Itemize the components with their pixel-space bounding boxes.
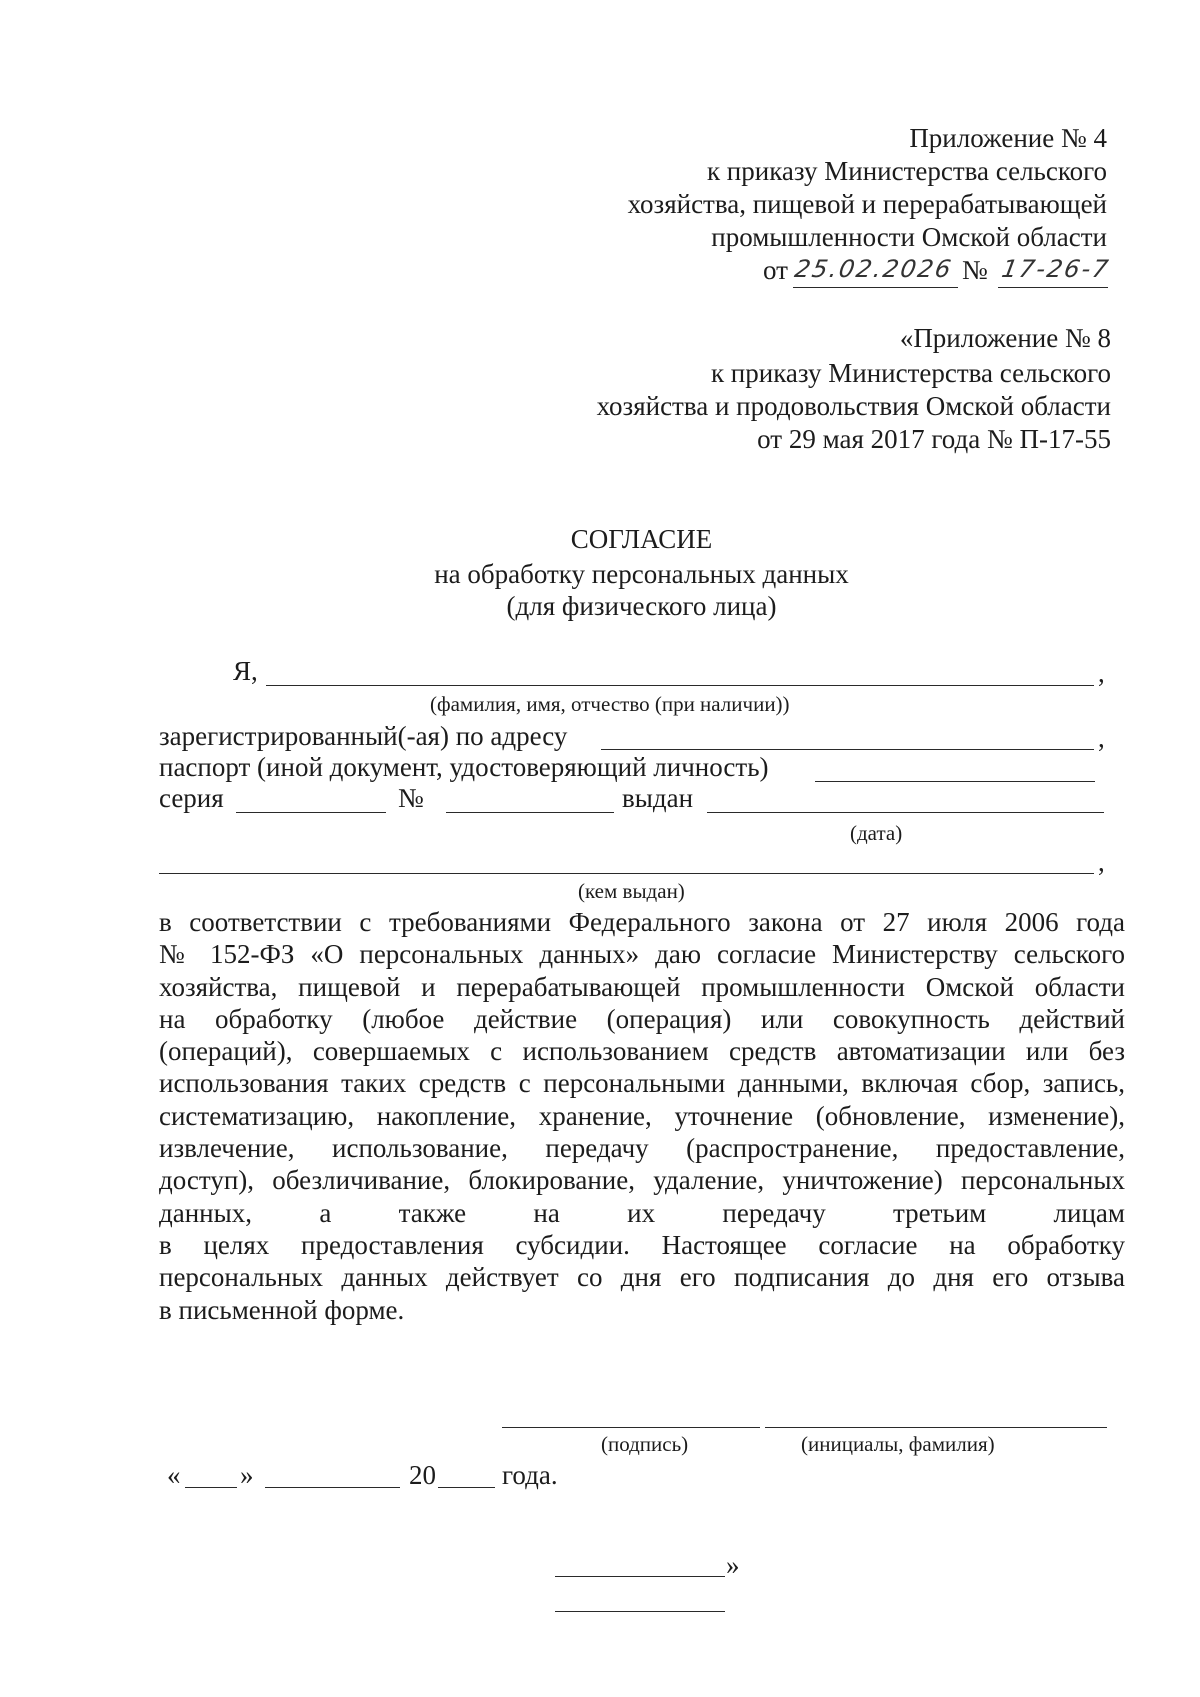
year-field-line	[438, 1487, 495, 1488]
paragraph-line: (операций), совершаемых с использованием средств автоматизации или без	[159, 1036, 1125, 1067]
footer-close-quote: »	[726, 1550, 740, 1580]
appendix-4-line4: промышленности Омской области	[711, 222, 1107, 252]
date-open-quote: «	[167, 1460, 181, 1490]
paragraph-line: систематизацию, накопление, хранение, уточнение (обновление, изменение),	[159, 1100, 1125, 1131]
order-number-handwritten: 17-26-7	[999, 255, 1113, 283]
consent-paragraph	[159, 906, 1125, 1326]
address-comma: ,	[1098, 723, 1105, 753]
footer-line-2	[555, 1611, 725, 1612]
fio-caption: (фамилия, имя, отчество (при наличии))	[430, 692, 790, 716]
name-field-line	[765, 1427, 1107, 1428]
paragraph-line: хозяйства, пищевой и перерабатывающей промышленности Омской области	[159, 971, 1125, 1002]
order-date-prefix: от	[763, 255, 788, 285]
paragraph-line: использования таких средств с персональными данными, включая сбор, запись,	[159, 1068, 1125, 1099]
paragraph-line: на обработку (любое действие (операция) или совокупность действий	[159, 1003, 1125, 1034]
issued-by-caption: (кем выдан)	[578, 879, 685, 903]
appendix-4-line3: хозяйства, пищевой и перерабатывающей	[627, 189, 1107, 219]
address-field-line	[601, 749, 1094, 750]
order-number-sign: №	[962, 255, 988, 285]
fio-comma: ,	[1098, 658, 1105, 688]
order-number-underline	[998, 287, 1108, 288]
appendix-8-title: «Приложение № 8	[899, 323, 1111, 353]
paragraph-line: доступ), обезличивание, блокирование, удаление, уничтожение) персональных	[159, 1165, 1125, 1196]
issued-by-field-line	[159, 873, 1094, 874]
order-date-handwritten: 25.02.2026	[792, 255, 955, 283]
order-date-underline	[793, 287, 958, 288]
date-caption: (дата)	[850, 821, 903, 845]
paragraph-line: данных, а также на их передачу третьим лицам	[159, 1197, 1125, 1228]
paragraph-line: в целях предоставления субсидии. Настоящее согласие на обработку	[159, 1229, 1125, 1260]
appendix-8-line3: хозяйства и продовольствия Омской области	[596, 391, 1111, 421]
appendix-4-line2: к приказу Министерства сельского	[706, 156, 1107, 186]
issued-date-field-line	[707, 812, 1104, 813]
address-label: зарегистрированный(-ая) по адресу	[159, 721, 568, 751]
paragraph-line: в письменной форме.	[159, 1294, 405, 1325]
series-field-line	[236, 812, 386, 813]
number-label: №	[398, 783, 424, 813]
day-field-line	[185, 1487, 237, 1488]
document-title: СОГЛАСИЕ	[570, 524, 713, 554]
appendix-8-line4: от 29 мая 2017 года № П-17-55	[757, 424, 1111, 454]
series-label: серия	[159, 783, 224, 813]
document-subtitle: на обработку персональных данных	[434, 559, 849, 589]
passport-label: паспорт (иной документ, удостоверяющий личность)	[159, 752, 769, 782]
year-prefix: 20	[409, 1460, 436, 1490]
paragraph-line: в соответствии с требованиями Федерального закона от 27 июля 2006 года	[159, 907, 1125, 937]
document-subtitle-2: (для физического лица)	[506, 591, 777, 621]
issued-by-comma: ,	[1098, 847, 1105, 877]
appendix-8-line2: к приказу Министерства сельского	[710, 358, 1111, 388]
paragraph-line: № 152-ФЗ «О персональных данных» даю согласие Министерству сельского	[159, 939, 1125, 970]
month-field-line	[265, 1487, 400, 1488]
appendix-4-title: Приложение № 4	[909, 123, 1107, 153]
issued-label: выдан	[622, 783, 694, 813]
name-caption: (инициалы, фамилия)	[801, 1432, 995, 1456]
number-field-line	[446, 812, 614, 813]
fio-field-line	[266, 685, 1094, 686]
year-suffix: года.	[502, 1460, 558, 1490]
date-close-quote: »	[240, 1460, 254, 1490]
paragraph-line: извлечение, использование, передачу (распространение, предоставление,	[159, 1133, 1125, 1164]
passport-field-line	[815, 781, 1095, 782]
signature-caption: (подпись)	[601, 1432, 689, 1456]
paragraph-line: персональных данных действует со дня его подписания до дня его отзыва	[159, 1262, 1125, 1293]
signature-field-line	[502, 1427, 760, 1428]
ya-label: Я,	[233, 656, 258, 686]
footer-line-1	[555, 1576, 725, 1577]
